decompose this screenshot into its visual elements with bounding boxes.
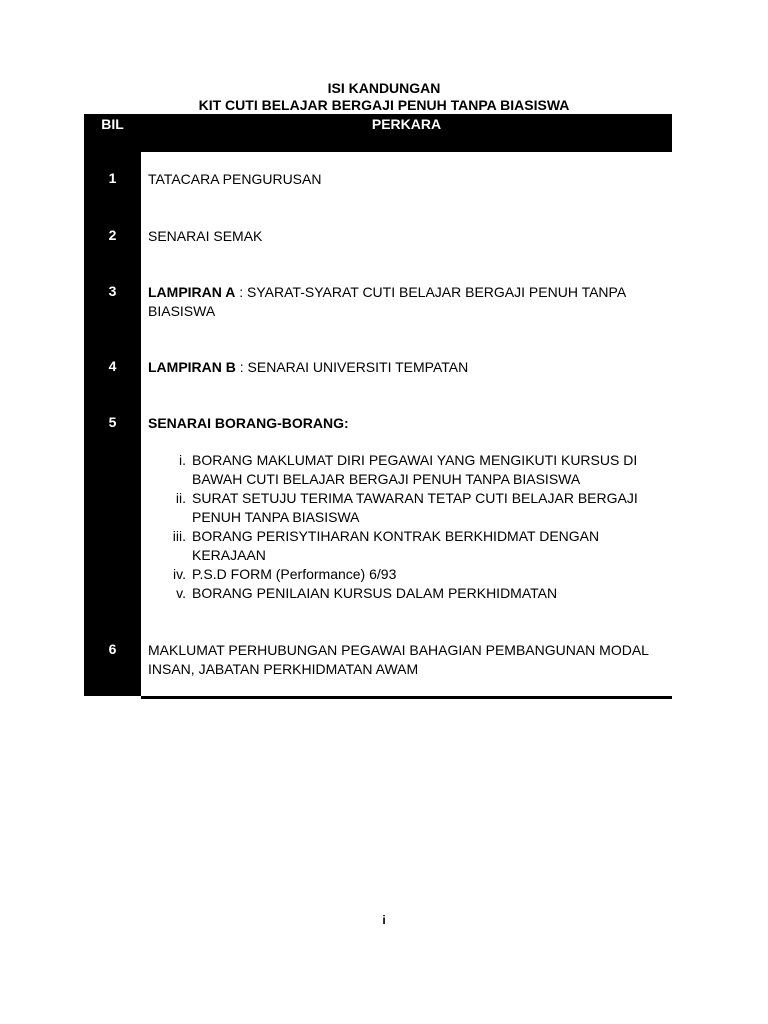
document-subtitle: KIT CUTI BELAJAR BERGAJI PENUH TANPA BIASISWA [198,97,570,113]
row-item [148,227,663,246]
row-item [148,170,663,189]
row-number: 3 [108,283,117,299]
sublist-text: BORANG PERISYTIHARAN KONTRAK BERKHIDMAT DENGAN KERAJAAN [192,528,600,563]
sublist-item [148,565,663,584]
row-item-text: : SENARAI UNIVERSITI TEMPATAN [235,359,469,375]
row-item [148,641,663,679]
bil-header: BIL [101,116,124,132]
bil-column-background [84,114,141,696]
row-item-text: : SYARAT-SYARAT CUTI BELAJAR BERGAJI PENUH TANPA BIASISWA [148,284,626,319]
sublist-numeral: iii. [172,528,186,544]
row-number: 2 [108,227,117,243]
page-number: i [382,913,386,927]
row-item-text: TATACARA PENGURUSAN [148,171,322,187]
row-item-bold: LAMPIRAN B [148,359,236,375]
row-number: 6 [108,641,117,657]
sublist-item [148,451,663,489]
sublist-text: P.S.D FORM (Performance) 6/93 [192,566,397,582]
row-item-bold: SENARAI BORANG-BORANG: [148,415,349,431]
sublist-text: BORANG MAKLUMAT DIRI PEGAWAI YANG MENGIKUTI KURSUS DI BAWAH CUTI BELAJAR BERGAJI PENUH TANPA BIASISWA [192,452,638,487]
row-item [148,283,663,321]
sublist-numeral: ii. [175,490,186,506]
row-number: 5 [108,414,117,430]
borang-sublist [148,451,663,603]
row-number: 4 [108,358,117,374]
sublist-text: BORANG PENILAIAN KURSUS DALAM PERKHIDMATAN [192,585,558,601]
table-bottom-rule [141,696,672,699]
row-item-text: MAKLUMAT PERHUBUNGAN PEGAWAI BAHAGIAN PEMBANGUNAN MODAL INSAN, JABATAN PERKHIDMATAN AWAM [148,642,649,677]
document-title: ISI KANDUNGAN [327,80,441,96]
perkara-header: PERKARA [371,116,442,132]
sublist-item [148,584,663,603]
row-item-text: SENARAI SEMAK [148,228,263,244]
sublist-item [148,527,663,565]
sublist-numeral: v. [176,585,186,601]
sublist-numeral: iv. [173,566,186,582]
row-item [148,414,663,433]
row-item-bold: LAMPIRAN A [148,284,236,300]
sublist-text: SURAT SETUJU TERIMA TAWARAN TETAP CUTI BELAJAR BERGAJI PENUH TANPA BIASISWA [192,490,638,525]
sublist-item [148,489,663,527]
sublist-numeral: i. [179,452,186,468]
row-number: 1 [108,170,117,186]
row-item [148,358,663,377]
